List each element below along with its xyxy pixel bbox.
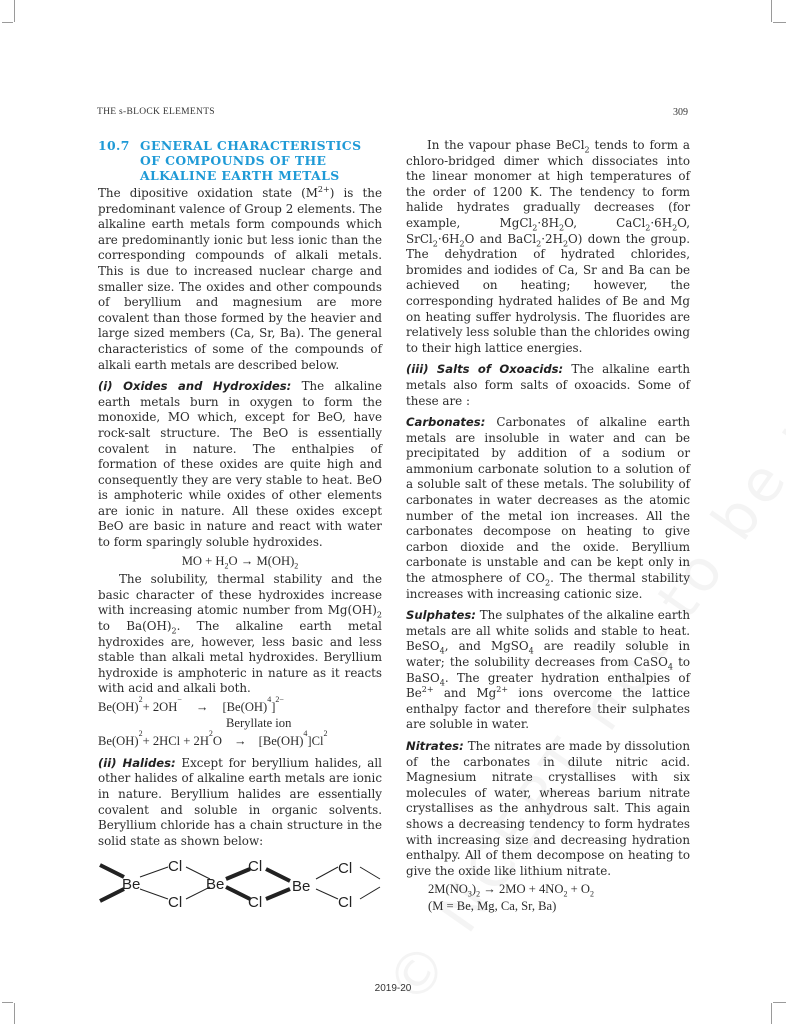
section-number: 10.7 — [98, 138, 130, 153]
equation-nitrate-decomposition: $2M(NO_3)_2 \to 2MO + 4NO_2 + O_2$ — [428, 882, 594, 899]
becl2-chain-structure-diagram — [98, 855, 382, 911]
halides-paragraph: (ii) Halides: Except for beryllium halides, all other halides of alkaline earth metals are ionic in nature. Beryllium halides are essentially covalent and soluble in organic solvents. Beryllium chloride has a chain structure in the solid state as shown below: — [98, 755, 382, 848]
equation-beoh-hcl: Be(OH) 2 + 2HCl + 2H 2 O → [Be(OH) 4 ]Cl 2 — [98, 729, 328, 749]
bond — [266, 869, 290, 881]
crop-mark-bottom-right-h — [773, 1002, 786, 1003]
bond — [266, 889, 290, 899]
oxides-subheading: (i) Oxides and Hydroxides: — [98, 379, 292, 394]
intro-paragraph: The dipositive oxidation state $(M^{2+})$ is the predominant valence of Group 2 elements. The alkaline earth metals form compounds which are predominantly ionic but less ionic than the corresponding compounds of alkali metals. This is due to increased nuclear charge and smaller size. The oxides and other compounds of beryllium and magnesium are more covalent than those formed by the heavier and large sized members (Ca, Sr, Ba). The general characteristics of some of the compounds of alkali earth metals are described below. — [98, 185, 382, 372]
running-head: THE s-BLOCK ELEMENTS — [97, 107, 215, 117]
bond — [316, 867, 338, 879]
crop-mark-bottom-right-v — [771, 1003, 772, 1024]
atom-cl: Cl — [338, 894, 353, 912]
crop-mark-top-left-h — [2, 22, 13, 23]
bond — [100, 865, 124, 877]
crop-mark-bottom-left-v — [14, 1003, 15, 1024]
bond — [100, 889, 124, 901]
carbonates-subheading: Carbonates: — [406, 415, 486, 430]
atom-be: Be — [292, 878, 311, 896]
bond — [226, 887, 250, 899]
nitrates-paragraph: Nitrates: The nitrates are made by dissolution of the carbonates in dilute nitric acid. Magnesium nitrate crystallises with six molecules of water, whereas barium nitrate crystallises as the anhydrous salt. This again shows a decreasing tendency to form hydrates with increasing size and decreasing hydration enthalpy. All of them decompose on heating to give the oxide like lithium nitrate. — [406, 738, 690, 878]
bond — [140, 867, 168, 877]
oxoacid-salts-paragraph: (iii) Salts of Oxoacids: The alkaline earth metals also form salts of oxoacids. Some of these are : — [406, 362, 690, 408]
crop-mark-top-right-h — [773, 22, 786, 23]
atom-cl: Cl — [248, 858, 263, 876]
oxoacid-salts-subheading: (iii) Salts of Oxoacids: — [406, 362, 564, 377]
sulphates-subheading: Sulphates: — [406, 608, 476, 623]
section-title: GENERAL CHARACTERISTICS OF COMPOUNDS OF THE ALKALINE EARTH METALS — [140, 138, 362, 183]
oxides-paragraph: (i) Oxides and Hydroxides: The alkaline earth metals burn in oxygen to form the monoxide, MO which, except for BeO, have rock-salt structure. The BeO is essentially covalent in nature. The enthalpies of formation of these oxides are quite high and consequently they are very stable to heat. BeO is amphoteric while oxides of other elements are ionic in nature. All these oxides except BeO are basic in nature and react with water to form sparingly soluble hydroxides. — [98, 379, 382, 550]
atom-cl: Cl — [338, 860, 353, 878]
section-heading — [98, 138, 382, 183]
halides-subheading: (ii) Halides: — [98, 755, 176, 770]
left-column — [98, 138, 382, 916]
carbonates-paragraph: Carbonates: Carbonates of alkaline earth metals are insoluble in water and can be precipitated by addition of a sodium or ammonium carbonate solution to a solution of a soluble salt of these metals. The solubility of carbonates in water decreases as the atomic number of the metal ion increases. All the carbonates decompose on heating to give carbon dioxide and the oxide. Beryllium carbonate is unstable and can be kept only in the atmosphere of $CO_2$. The thermal stability increases with increasing cationic size. — [406, 415, 690, 601]
equation-beryllate: Be(OH) 2 + 2OH − → [Be(OH) 4 ] 2− Beryllate ion — [98, 700, 382, 731]
sulphates-paragraph: Sulphates: The sulphates of the alkaline earth metals are all white solids and stable to heat. BeSO$_4$, and MgSO$_4$ are readily soluble in water; the solubility decreases from CaSO$_4$ to BaSO$_4$. The greater hydration enthalpies of $Be^{2+}$ and $Mg^{2+}$ ions overcome the lattice enthalpy factor and therefore their sulphates are soluble in water. — [406, 608, 691, 732]
page-number: 309 — [673, 107, 688, 118]
bond — [316, 889, 338, 899]
footer-year: 2019-20 — [374, 983, 412, 994]
vapour-phase-paragraph: In the vapour phase BeCl$_2$ tends to form a chloro-bridged dimer which dissociates into the linear monomer at high temperatures of the order of 1200 K. The tendency to form halide hydrates gradually decreases (for example, $MgCl_2\cdot 8H_2O$, $CaCl_2\cdot 6H_2O$, $SrCl_2\cdot 6H_2O$ and $BaCl_2\cdot 2H_2O$) down the group. The dehydration of hydrated chlorides, bromides and iodides of Ca, Sr and Ba can be achieved on heating; however, the corresponding hydrated halides of Be and Mg on heating suffer hydrolysis. The fluorides are relatively less soluble than the chlorides owing to their high lattice energies. — [406, 138, 691, 355]
bond — [140, 889, 168, 899]
crop-mark-top-left-v — [14, 0, 15, 22]
crop-mark-top-right-v — [771, 0, 772, 22]
bond — [360, 887, 380, 899]
bond — [360, 867, 380, 879]
right-column — [406, 138, 690, 918]
atom-be: Be — [206, 876, 225, 894]
solubility-paragraph: The solubility, thermal stability and the basic character of these hydroxides increase with increasing atomic number from $Mg(OH)_2$ to $Ba(OH)_2$. The alkaline earth metal hydroxides are, however, less basic and less stable than alkali metal hydroxides. Beryllium hydroxide is amphoteric in nature as it reacts with acid and alkali both. — [98, 572, 382, 696]
bond — [226, 869, 250, 879]
atom-cl: Cl — [168, 858, 183, 876]
atom-be: Be — [122, 876, 141, 894]
crop-mark-bottom-left-h — [2, 1002, 13, 1003]
equation-mo-water: MO + $H_2O \to M(OH)_2$ — [181, 553, 299, 571]
equation-note: (M = Be, Mg, Ca, Sr, Ba) — [428, 898, 557, 913]
nitrates-subheading: Nitrates: — [406, 738, 464, 753]
beryllate-ion-label: Beryllate ion — [226, 715, 292, 730]
atom-cl: Cl — [248, 894, 263, 912]
atom-cl: Cl — [168, 894, 183, 912]
